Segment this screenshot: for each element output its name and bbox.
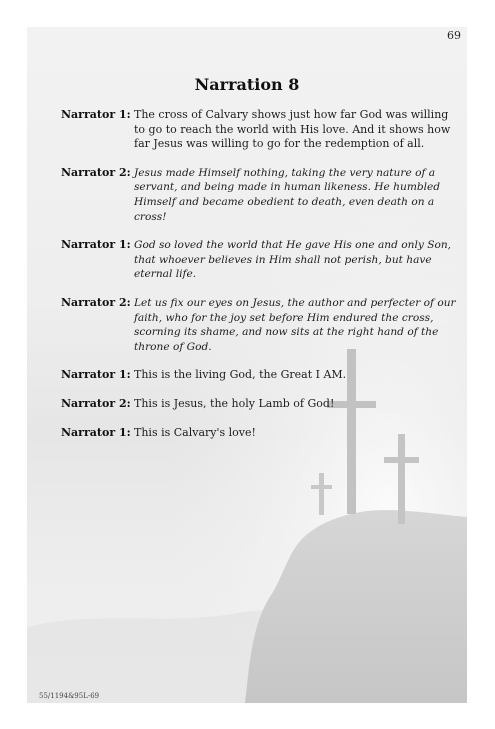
page-number: 69 xyxy=(447,29,461,42)
page-title: Narration 8 xyxy=(194,75,300,94)
speaker-label: Narrator 2: xyxy=(61,396,131,410)
page xyxy=(27,27,467,703)
line-text: This is the living God, the Great I AM. xyxy=(134,368,347,382)
narration-line xyxy=(61,426,461,441)
line-text: Jesus made Himself nothing, taking the very nature of a servant, and being made in human likeness. He humbled Himself and became obedient to death, even death on a cross! xyxy=(134,166,441,223)
speaker-label: Narrator 1: xyxy=(61,238,131,252)
narration-line xyxy=(61,238,461,282)
line-text: The cross of Calvary shows just how far God was willing to go to reach the world with His love. And it shows how far Jesus was willing to go for the redemption of all. xyxy=(134,108,451,151)
narration-line xyxy=(61,397,461,412)
speaker-label: Narrator 1: xyxy=(61,425,131,439)
narration-line xyxy=(61,166,461,224)
speaker-label: Narrator 1: xyxy=(61,368,131,382)
narration-line xyxy=(61,296,461,354)
narration-line xyxy=(61,108,461,152)
line-text: God so loved the world that He gave His one and only Son, that whoever believes in Him shall not perish, but have eternal life. xyxy=(134,239,452,281)
line-text: This is Jesus, the holy Lamb of God! xyxy=(134,396,335,410)
narration-lines xyxy=(61,108,461,454)
line-text: Let us fix our eyes on Jesus, the author and perfecter of our faith, who for the joy set before Him endured the cross, scorning its shame, and now sits at the right hand of the throne of God. xyxy=(134,296,456,353)
speaker-label: Narrator 2: xyxy=(61,165,131,179)
narration-line xyxy=(61,368,461,383)
speaker-label: Narrator 2: xyxy=(61,295,131,309)
speaker-label: Narrator 1: xyxy=(61,108,131,121)
line-text: This is Calvary's love! xyxy=(134,425,256,439)
footer-code: 55/1194&95L-69 xyxy=(39,692,100,700)
